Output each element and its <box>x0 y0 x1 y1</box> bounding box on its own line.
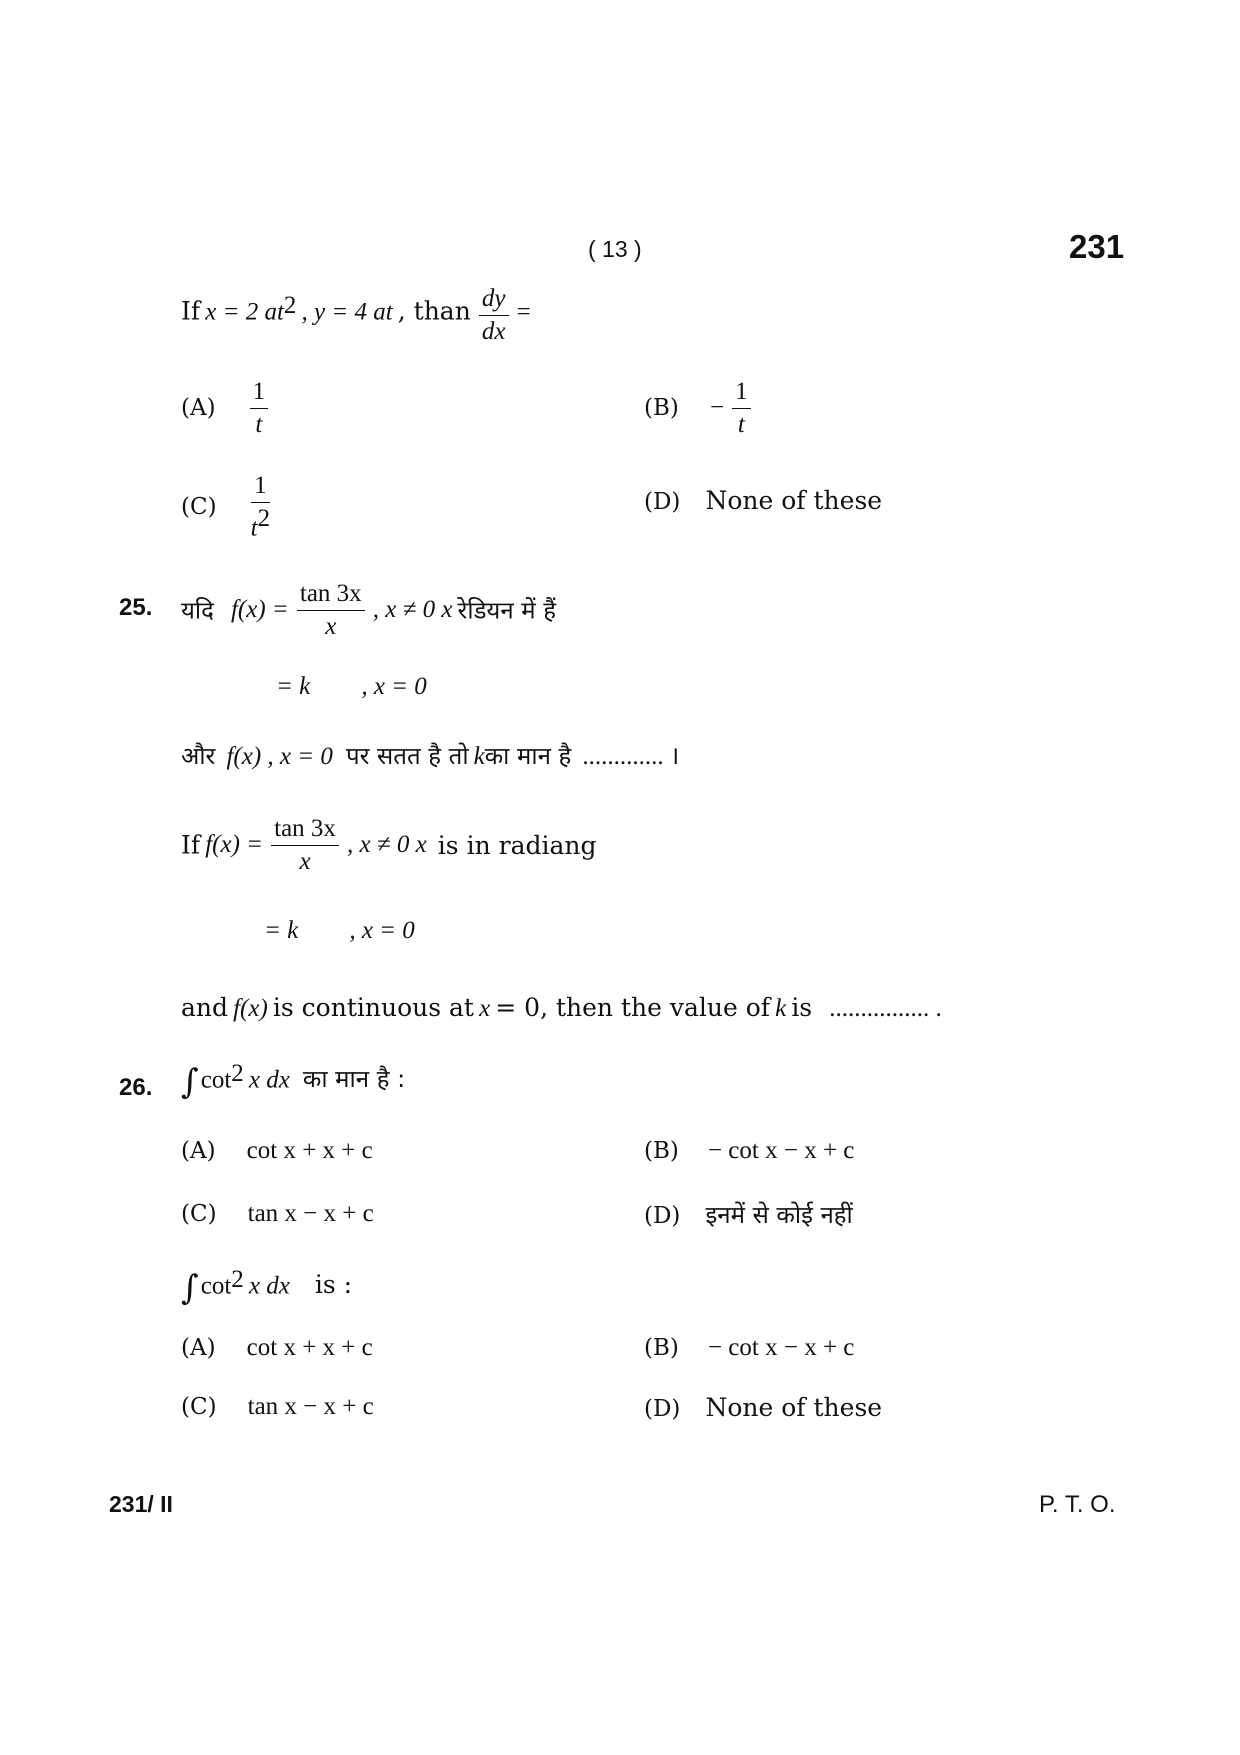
q25-hindi-question <box>181 738 679 772</box>
option-text: cot x + x + c <box>246 1137 373 1164</box>
q24-option-c <box>181 472 273 541</box>
stem-equals: = <box>516 298 531 326</box>
hindi-radian: रेडियन में हैं <box>457 596 557 625</box>
english-radian: is in radiang <box>437 830 597 860</box>
fraction-numerator: dy <box>479 285 509 316</box>
english-continuous: is continuous at <box>272 993 474 1022</box>
k-condition: , x = 0 <box>349 917 415 944</box>
english-is: is <box>791 993 813 1022</box>
denominator-base: t <box>250 513 258 541</box>
option-label: (C) <box>181 493 217 520</box>
stem-x: x = 2 at <box>205 298 284 326</box>
question-25-number: 25. <box>119 594 153 621</box>
q26-english-option-d <box>644 1393 882 1422</box>
q26-hindi-option-c <box>181 1200 374 1228</box>
x-dx: x dx <box>248 1066 290 1094</box>
variable-x: x <box>479 995 491 1022</box>
answer-blank: ................ . <box>829 995 942 1022</box>
hindi-value: का मान है : <box>302 1065 406 1094</box>
fraction-denominator <box>251 503 270 542</box>
hindi-continuous: पर सतत है तो <box>345 742 469 770</box>
hindi-if: यदि <box>181 596 214 625</box>
option-label: (C) <box>181 1394 217 1420</box>
footer-code: 231/ II <box>109 1491 173 1517</box>
q26-english-stem <box>181 1266 352 1308</box>
english-is: is : <box>314 1270 353 1300</box>
q26-hindi-stem <box>181 1060 405 1102</box>
option-label: (D) <box>644 1203 681 1229</box>
k-equals: = k <box>264 917 299 944</box>
fraction-numerator: 1 <box>732 378 751 409</box>
fraction-denominator: x <box>325 612 337 640</box>
condition: , x ≠ 0 x <box>372 596 453 623</box>
option-fraction <box>732 378 751 438</box>
option-text: − cot x − x + c <box>707 1334 855 1361</box>
english-then: = 0, then the value of <box>495 993 771 1022</box>
option-text: None of these <box>705 1393 883 1422</box>
fraction-numerator: 1 <box>250 378 269 409</box>
k-equals: = k <box>276 673 311 700</box>
option-label: (B) <box>644 1138 679 1164</box>
option-label: (D) <box>644 1396 681 1422</box>
option-label: (B) <box>644 1335 679 1361</box>
q24-option-b <box>644 378 754 438</box>
fraction-denominator: x <box>299 847 311 875</box>
fraction-numerator: tan 3x <box>297 580 365 611</box>
function-fx: f(x) = <box>205 831 264 858</box>
integral-sign: ∫ <box>181 1268 199 1309</box>
option-fraction <box>250 378 269 438</box>
q24-option-d <box>644 486 882 515</box>
x-dx: x dx <box>248 1272 290 1300</box>
q25-hindi-stem <box>181 580 556 640</box>
option-fraction <box>251 472 270 541</box>
q26-english-option-a <box>181 1334 373 1362</box>
q26-hindi-option-d <box>644 1198 853 1231</box>
option-label: (C) <box>181 1201 217 1227</box>
option-label: (A) <box>181 1335 216 1361</box>
q25-hindi-k-case <box>276 673 427 701</box>
question-26-number: 26. <box>119 1074 153 1101</box>
cot-function: cot <box>200 1066 232 1094</box>
option-label: (D) <box>644 489 681 515</box>
option-text: tan x − x + c <box>247 1200 374 1227</box>
stem-than: , than <box>397 296 471 326</box>
option-text: cot x + x + c <box>246 1334 373 1361</box>
answer-blank: ............. । <box>582 743 680 770</box>
fraction-numerator: 1 <box>251 472 270 503</box>
cot-function: cot <box>200 1272 232 1300</box>
q26-hindi-option-a <box>181 1137 373 1165</box>
cot-exponent: 2 <box>231 1060 244 1087</box>
fraction-denominator: t <box>255 410 263 438</box>
stem-y: , y = 4 at <box>301 298 393 326</box>
english-and: and <box>181 993 229 1022</box>
page-number: ( 13 ) <box>588 236 642 262</box>
q25-english-k-case <box>264 917 415 945</box>
q25-english-stem <box>181 815 596 875</box>
tan-fraction <box>297 580 365 640</box>
option-label: (A) <box>181 1138 216 1164</box>
function-fx: f(x) <box>233 995 268 1022</box>
english-if: If <box>181 830 201 860</box>
option-text: None of these <box>705 486 883 515</box>
q25-english-question <box>181 993 942 1023</box>
stem-if: If <box>181 296 201 326</box>
dy-dx-fraction <box>479 285 509 345</box>
integral-sign: ∫ <box>181 1062 199 1103</box>
k-condition: , x = 0 <box>361 673 427 700</box>
option-label: (A) <box>181 395 216 421</box>
fraction-denominator: t <box>737 410 745 438</box>
option-label: (B) <box>644 395 679 421</box>
cot-exponent: 2 <box>231 1266 244 1293</box>
q26-english-option-c <box>181 1393 374 1421</box>
q24-option-a <box>181 378 271 438</box>
option-text: − cot x − x + c <box>707 1137 855 1164</box>
variable-k: k <box>775 995 787 1022</box>
fx-at-zero: f(x) , x = 0 <box>226 743 333 770</box>
q26-english-option-b <box>644 1334 854 1362</box>
denominator-exp: 2 <box>257 504 271 532</box>
option-sign: − <box>709 394 725 421</box>
function-fx: f(x) = <box>230 596 289 623</box>
stem-x-exp: 2 <box>283 292 297 320</box>
condition: , x ≠ 0 x <box>347 831 427 858</box>
fraction-numerator: tan 3x <box>271 815 339 846</box>
tan-fraction <box>271 815 339 875</box>
fraction-denominator: dx <box>481 317 506 345</box>
footer-pto: P. T. O. <box>1039 1491 1116 1518</box>
q26-hindi-option-b <box>644 1137 854 1165</box>
paper-code: 231 <box>1069 228 1125 265</box>
option-text: इनमें से कोई नहीं <box>705 1201 853 1229</box>
question-24-stem <box>181 285 531 345</box>
hindi-value: का मान है <box>484 742 572 770</box>
hindi-and: और <box>181 742 216 770</box>
option-text: tan x − x + c <box>247 1393 374 1420</box>
variable-k: k <box>473 743 485 770</box>
